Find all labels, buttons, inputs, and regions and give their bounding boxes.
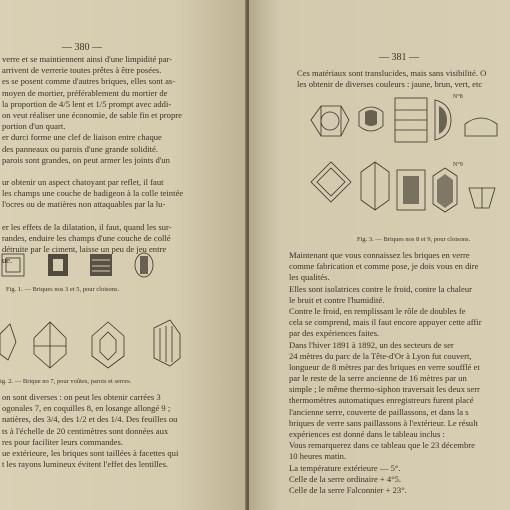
right-page xyxy=(249,0,510,510)
text-line: verre et se maintiennent ainsi d'une limpidité par- xyxy=(2,54,173,64)
text-line: les qualités. xyxy=(289,272,330,283)
text-line: par le reste de la serre ancienne de 16 mètres par un xyxy=(289,373,467,384)
text-line: es se posent comme d'autres briques, elles sont as- xyxy=(2,76,176,87)
text-line: Contre le froid, en remplissant le rôle de doubles fe xyxy=(289,305,466,316)
text-line: ogonales 7, en coquilles 8, en losange allongé 9 ; xyxy=(2,403,171,414)
text-line: simple ; le même thermo-siphon traversait les deux serr xyxy=(289,384,480,395)
text-line: thermomètres automatiques enregistreurs furent placé xyxy=(289,395,474,406)
right-top-paragraph xyxy=(297,68,486,90)
text-line: er durci forme une clef de liaison entre chaque xyxy=(2,132,162,143)
figure-3-label-1: N°8 xyxy=(453,94,463,100)
right-page-number: — 381 — xyxy=(379,52,419,63)
text-line: La température extérieure — 5°. xyxy=(289,462,401,473)
text-line: on veut réaliser une économie, de sable fin et propre xyxy=(2,109,182,120)
text-line: des panneaux ou parois d'une grande solidité. xyxy=(2,143,158,154)
text-line: par des expériences faites. xyxy=(289,328,380,339)
text-line: Celle de la serre Falconnier + 23°. xyxy=(289,484,407,495)
text-line xyxy=(2,211,183,222)
text-line: longueur de 8 mètres par des briques en verre soufflé et xyxy=(289,361,480,372)
left-page-number: — 380 — xyxy=(62,42,102,53)
left-page xyxy=(0,0,247,510)
text-line: les champs une couche de badigeon à la colle teintée xyxy=(2,188,184,199)
figure-1-caption: Fig. 1. — Briques nos 3 et 5, pour cloisons. xyxy=(6,286,120,293)
figure-2-brick-7 xyxy=(0,314,190,372)
text-line: l'ocres ou de matières non attaquables par la lu- xyxy=(2,199,166,210)
text-line: Dans l'hiver 1891 à 1892, un des secteurs de ser xyxy=(289,339,454,350)
text-line: Elles sont isolatrices contre le froid, contre la chaleur xyxy=(289,283,473,294)
text-line: randes, enduire les champs d'une couche de collé xyxy=(2,233,171,243)
text-line: ur obtenir un aspect chatoyant par reflet, il faut xyxy=(2,177,164,188)
text-line xyxy=(2,166,183,177)
text-line: portion d'un quart. xyxy=(2,121,66,132)
right-body-paragraphs xyxy=(289,250,482,496)
text-line: le bruit et contre l'humidité. xyxy=(289,294,385,305)
left-top-paragraphs xyxy=(2,54,183,267)
text-line: cela se comprend, mais il faut encore appuyer cette affir xyxy=(289,317,482,328)
text-line: res pour faciliter leurs commandes. xyxy=(2,436,123,447)
text-line: t les rayons lumineux évitent l'effet des lentilles. xyxy=(2,459,169,470)
text-line: détruite par le ciment, laisse un peu de jeu entre xyxy=(2,244,167,255)
text-line: briques de verre sans paillassons à l'extérieur. Le résult xyxy=(289,417,478,428)
text-line: on sont diverses : on peut les obtenir carrées 3 xyxy=(2,392,161,402)
text-line: les obtenir de diverses couleurs : jaune, brun, vert, etc xyxy=(297,79,483,90)
text-line: ts à l'échelle de 20 centimètres sont données aux xyxy=(2,425,169,436)
text-line: er les effets de la dilatation, il faut, quand les sur- xyxy=(2,221,172,232)
text-line: expériences est donné dans le tableau inclus : xyxy=(289,429,445,439)
text-line: Celle de la serre ordinaire + 4°5. xyxy=(289,473,402,484)
text-line: arrivent de verrerie toutes prêtes à être posées. xyxy=(2,65,162,76)
text-line: Vous remarquerez dans ce tableau que le 23 décembre xyxy=(289,440,475,451)
figure-3-label-3: N°9 xyxy=(453,162,463,168)
text-line: 24 mètres du parc de la Tête-d'Or à Lyon fut couvert, xyxy=(289,350,472,361)
text-line: ue extérieure, les briques sont taillées à facettes qui xyxy=(2,447,179,458)
figure-2-caption: ig. 2. — Brique no 7, pour voûtes, parois et serres. xyxy=(0,378,132,385)
text-line: comme fabrication et comme pose, je dois vous en dire xyxy=(289,261,479,272)
text-line: parois sont grandes, on peut armer les joints d'un xyxy=(2,154,170,165)
text-line: 10 heures matin. xyxy=(289,451,347,462)
text-line: moyen de mortier, préférablement du mortier de xyxy=(2,87,168,98)
text-line: la proportion de 4/5 lent et 1/5 prompt avec addi- xyxy=(2,98,172,109)
left-bottom-paragraphs xyxy=(2,392,178,470)
figure-1-bricks-3-5 xyxy=(0,250,170,284)
text-line: Maintenant que vous connaissez les briques en verre xyxy=(289,250,470,260)
figure-3-bricks-8-9 xyxy=(305,90,505,238)
text-line: natières, des 3/4, des 1/2 et des 1/4. Des feuilles ou xyxy=(2,414,178,425)
text-line: ue. xyxy=(2,255,13,266)
text-line: Ces matériaux sont translucides, mais sans visibilité. O xyxy=(297,68,487,78)
figure-3-caption: Fig. 3. — Briques nos 8 et 9, pour cloisons. xyxy=(357,236,471,243)
text-line: l'ancienne serre, couverte de paillassons, et dans la s xyxy=(289,406,469,417)
